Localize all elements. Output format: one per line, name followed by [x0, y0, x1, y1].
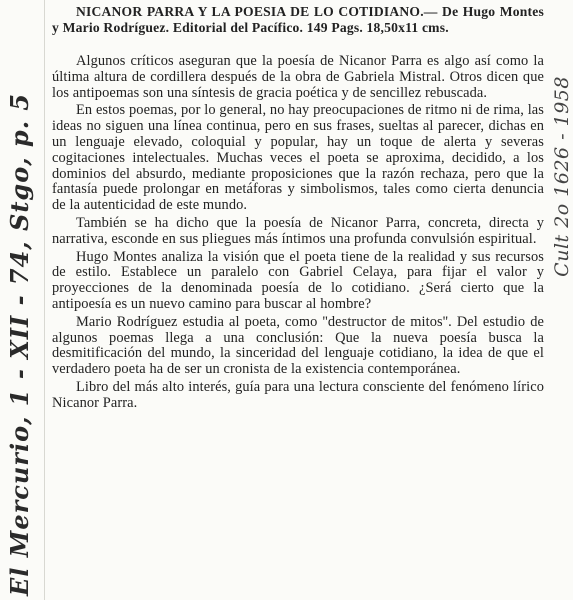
article-paragraph-2: En estos poemas, por lo general, no hay preocupaciones de ritmo ni de rima, las ideas no siguen una línea continua, pero en sus frases, sueltas al parecer, dichas en un lenguaje elevado, coloquial y popular, hay un toque de alerta y severas cogitaciones intelectuales. Muchas veces el poeta se aproxima, decidido, a los dominios del absurdo, mediante proposiciones que la razón rechaza, pero que la fantasía puede prolongar en metáforas y simbolismos, tales como cierta denuncia de la autenticidad de este mundo.: [52, 102, 544, 214]
article-headline: NICANOR PARRA Y LA POESIA DE LO COTIDIANO.— De Hugo Montes y Mario Rodríguez. Editorial del Pacífico. 149 Pags. 18,50x11 cms.: [52, 4, 544, 35]
article-paragraph-1: Algunos críticos aseguran que la poesía de Nicanor Parra es algo así como la última altura de cordillera después de la obra de Gabriela Mistral. Otros dicen que los antipoemas son una síntesis de gracia poética y de sencillez rebuscada.: [52, 53, 544, 101]
scan-edge-line: [44, 0, 45, 600]
handwritten-catalog-text: Cult 2o 1626 - 1958: [551, 76, 573, 277]
handwritten-source-note: [5, 36, 38, 596]
handwritten-source-text: El Mercurio, 1 - XII - 74, Stgo, p. 5: [5, 92, 34, 596]
article-paragraph-5: Mario Rodríguez estudia al poeta, como ''destructor de mitos''. Del estudio de algunos poemas llega a una conclusión: Que la nueva poesía busca la desmitificación del mundo, la sinceridad del lenguaje cotidiano, la idea de que el verdadero poeta ha de ser un cronista de la existencia contemporánea.: [52, 313, 544, 378]
newspaper-clipping: [52, 4, 544, 600]
article-paragraph-3: También se ha dicho que la poesía de Nicanor Parra, concreta, directa y narrativa, esconde en sus pliegues más íntimos una profunda convulsión espiritual.: [52, 214, 544, 247]
article-paragraph-4: Hugo Montes analiza la visión que el poeta tiene de la realidad y sus recursos de estilo. Establece un paralelo con Gabriel Celaya, para fijar el valor y proyecciones de la denominada poesía de lo cotidiano. ¿Será cierto que la antipoesía es un nuevo camino para buscar al hombre?: [52, 248, 544, 312]
article-paragraph-6: Libro del más alto interés, guía para una lectura consciente del fenómeno lírico Nicanor Parra.: [52, 378, 544, 411]
